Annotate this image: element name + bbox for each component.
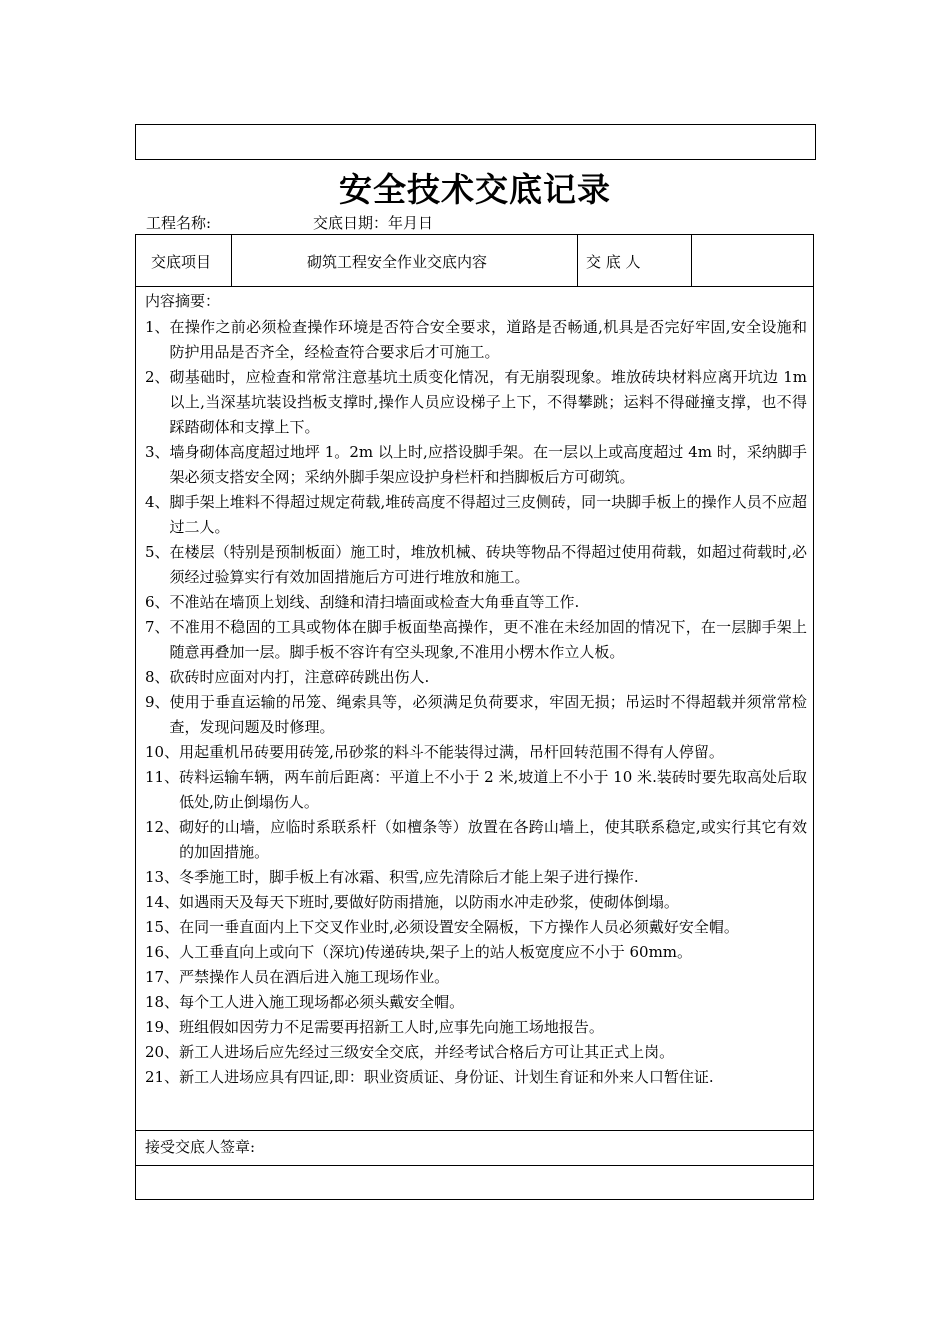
item-text: 人工垂直向上或向下（深坑)传递砖块,架子上的站人板宽度应不小于 60mm。 — [179, 943, 693, 961]
item-text: 不准用不稳固的工具或物体在脚手板面垫高操作，更不准在未经加固的情况下，在一层脚手架上随意再叠加一层。脚手板不容许有空头现象,不准用小楞木作立人板。 — [169, 618, 807, 661]
list-item — [145, 865, 807, 890]
item-text: 使用于垂直运输的吊笼、绳索具等，必须满足负荷要求，牢固无损；吊运时不得超载并须常常检查，发现问题及时修理。 — [169, 693, 807, 736]
item-number: 13、 — [145, 868, 180, 886]
item-number: 2、 — [145, 368, 170, 386]
item-number: 20、 — [145, 1043, 180, 1061]
item-number: 9、 — [145, 693, 170, 711]
item-number: 6、 — [145, 593, 170, 611]
item-number: 8、 — [145, 668, 170, 686]
item-list — [145, 315, 807, 1090]
item-number: 19、 — [145, 1018, 180, 1036]
person-label-cell — [578, 235, 691, 286]
list-item — [145, 315, 807, 365]
list-item — [145, 815, 807, 865]
item-text: 墙身砌体高度超过地坪 1。2m 以上时,应搭设脚手架。在一层以上或高度超过 4m 时，采纳脚手架必须支搭安全网；采纳外脚手架应设护身栏杆和挡脚板后方可砌筑。 — [169, 443, 807, 486]
item-text: 新工人进场应具有四证,即：职业资质证、身份证、计划生育证和外来人口暂住证. — [179, 1068, 714, 1086]
item-number: 14、 — [145, 893, 180, 911]
signature-row — [136, 1131, 813, 1166]
list-item — [145, 615, 807, 665]
item-number: 12、 — [145, 818, 180, 836]
item-text: 如遇雨天及每天下班时,要做好防雨措施，以防雨水冲走砂浆，使砌体倒塌。 — [179, 893, 679, 911]
list-item — [145, 890, 807, 915]
item-number: 4、 — [145, 493, 170, 511]
item-number: 17、 — [145, 968, 180, 986]
item-text: 在楼层（特别是预制板面）施工时，堆放机械、砖块等物品不得超过使用荷载，如超过荷载时,必须经过验算实行有效加固措施后方可进行堆放和施工。 — [169, 543, 807, 586]
summary-label: 内容摘要： — [145, 292, 221, 310]
item-text: 砌基础时，应检查和常常注意基坑土质变化情况，有无崩裂现象。堆放砖块材料应离开坑边 1m 以上,当深基坑装设挡板支撑时,操作人员应设梯子上下，不得攀跳；运料不得碰撞支撑，也不得踩踏砌体和支撑上下。 — [169, 368, 807, 436]
content-section — [136, 287, 813, 1131]
list-item — [145, 440, 807, 490]
handover-date-label: 交底日期：年月日 — [313, 214, 434, 232]
project-name-label: 工程名称: — [146, 214, 212, 232]
item-text: 砍砖时应面对内打，注意碎砖跳出伤人. — [169, 668, 430, 686]
list-item — [145, 665, 807, 690]
list-item — [145, 1015, 807, 1040]
item-text: 在操作之前必须检查操作环境是否符合安全要求，道路是否畅通,机具是否完好牢固,安全设施和防护用品是否齐全，经检查符合要求后才可施工。 — [169, 318, 807, 361]
list-item — [145, 990, 807, 1015]
list-item — [145, 590, 807, 615]
record-table — [135, 234, 814, 1200]
list-item — [145, 740, 807, 765]
item-number: 15、 — [145, 918, 180, 936]
list-item — [145, 490, 807, 540]
signature-label: 接受交底人签章: — [145, 1138, 256, 1156]
item-number: 1、 — [145, 318, 170, 336]
item-text: 严禁操作人员在酒后进入施工现场作业。 — [179, 968, 450, 986]
list-item — [145, 1065, 807, 1090]
item-number: 10、 — [145, 743, 180, 761]
item-text: 不准站在墙顶上划线、刮缝和清扫墙面或检查大角垂直等工作. — [169, 593, 580, 611]
item-text: 每个工人进入施工现场都必须头戴安全帽。 — [179, 993, 465, 1011]
item-number: 18、 — [145, 993, 180, 1011]
item-text: 班组假如因劳力不足需要再招新工人时,应事先向施工场地报告。 — [179, 1018, 604, 1036]
item-text: 在同一垂直面内上下交叉作业时,必须设置安全隔板，下方操作人员必须戴好安全帽。 — [179, 918, 739, 936]
item-text: 脚手架上堆料不得超过规定荷载,堆砖高度不得超过三皮侧砖，同一块脚手板上的操作人员不应超过二人。 — [169, 493, 807, 536]
item-number: 21、 — [145, 1068, 180, 1086]
list-item — [145, 1040, 807, 1065]
item-text: 新工人进场后应先经过三级安全交底，并经考试合格后方可让其正式上岗。 — [179, 1043, 675, 1061]
top-blank-box — [135, 124, 816, 160]
list-item — [145, 915, 807, 940]
item-value-cell — [232, 235, 577, 286]
item-text: 砖料运输车辆，两车前后距离：平道上不小于 2 米,坡道上不小于 10 米.装砖时要先取高处后取低处,防止倒塌伤人。 — [179, 768, 807, 811]
page-title: 安全技术交底记录 — [339, 170, 611, 209]
list-item — [145, 690, 807, 740]
item-text: 砌好的山墙，应临时系联系杆（如檀条等）放置在各跨山墙上，使其联系稳定,或实行其它有效的加固措施。 — [179, 818, 807, 861]
item-value: 砌筑工程安全作业交底内容 — [307, 253, 488, 271]
header-row — [136, 235, 813, 287]
item-label: 交底项目 — [151, 253, 212, 271]
list-item — [145, 540, 807, 590]
item-number: 11、 — [145, 768, 180, 786]
person-label: 交 底 人 — [586, 253, 641, 271]
item-number: 3、 — [145, 443, 170, 461]
list-item — [145, 765, 807, 815]
signature-blank-row[interactable] — [136, 1166, 813, 1199]
item-text: 冬季施工时，脚手板上有冰霜、积雪,应先清除后才能上架子进行操作. — [179, 868, 639, 886]
item-number: 16、 — [145, 943, 180, 961]
list-item — [145, 365, 807, 440]
item-number: 5、 — [145, 543, 170, 561]
item-text: 用起重机吊砖要用砖笼,吊砂浆的料斗不能装得过满，吊杆回转范围不得有人停留。 — [179, 743, 724, 761]
item-number: 7、 — [145, 618, 170, 636]
list-item — [145, 965, 807, 990]
item-label-cell — [136, 235, 231, 286]
person-value-cell[interactable] — [692, 235, 813, 286]
list-item — [145, 940, 807, 965]
